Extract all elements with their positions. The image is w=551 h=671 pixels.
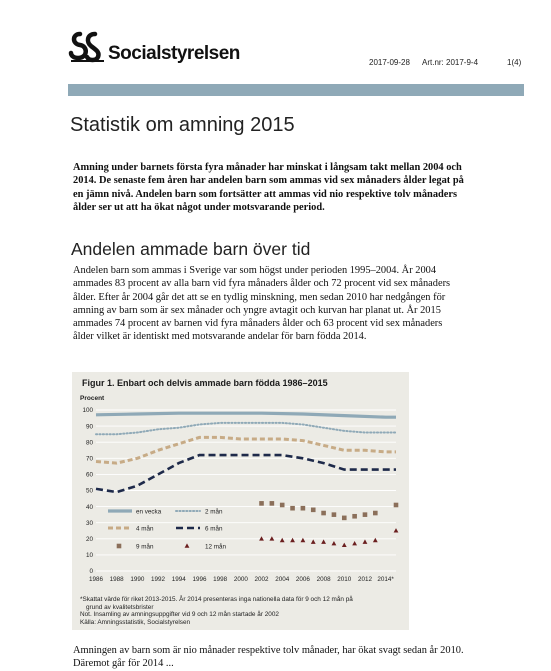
x-tick-label: 2008 (316, 576, 331, 583)
x-tick-label: 1986 (88, 576, 104, 583)
x-tick-label: 2012 (357, 576, 372, 583)
page-number: 1(4) (507, 58, 522, 67)
data-point-9-mån (259, 501, 264, 506)
x-tick-label: 2000 (233, 576, 248, 583)
data-point-12-mån (352, 541, 357, 545)
series-line-4-mån (96, 437, 396, 463)
x-tick-label: 2004 (275, 576, 290, 583)
legend-label-4-mån: 4 mån (136, 525, 154, 533)
legend-swatch-9-mån (117, 544, 122, 549)
y-tick-label: 0 (89, 568, 93, 576)
legend-swatch-12-mån (185, 543, 190, 547)
legend-label-6-mån: 6 mån (205, 525, 223, 533)
x-tick-label: 2010 (337, 576, 352, 583)
x-tick-label: 1990 (130, 576, 145, 583)
y-axis-label: Procent (80, 395, 105, 402)
x-tick-label: 1996 (192, 576, 207, 583)
y-tick-label: 40 (85, 503, 93, 511)
data-point-9-mån (363, 512, 368, 517)
x-tick-label: 2014* (377, 576, 394, 583)
legend-label-en-vecka: en vecka (136, 508, 162, 516)
brand-name: Socialstyrelsen (108, 43, 240, 64)
page-title: Statistik om amning 2015 (70, 114, 295, 136)
figure-note (80, 596, 405, 626)
x-tick-label: 1988 (109, 576, 124, 583)
data-point-9-mån (270, 501, 275, 506)
continued-paragraph: Amningen av barn som är nio månader respektive tolv månader, har ökat svagt sedan år 2010. Däremot går för 2014 ... (73, 645, 464, 670)
legend-label-9-mån: 9 mån (136, 543, 154, 551)
figure-title: Figur 1. Enbart och delvis ammade barn födda 1986–2015 (82, 378, 328, 388)
y-tick-label: 100 (82, 407, 93, 415)
figure-note-line: *Skattat värde för riket 2013-2015. År 2014 presenteras inga nationella data för 9 och 12 mån på (80, 596, 353, 603)
series-line-2-mån (96, 423, 396, 434)
data-point-9-mån (301, 506, 306, 511)
data-point-12-mån (311, 539, 316, 543)
y-tick-label: 30 (85, 519, 93, 527)
data-point-9-mån (321, 511, 326, 516)
figure-note-line: Not. Insamling av amningsuppgifter vid 9 och 12 mån startade år 2002 (80, 611, 279, 619)
y-tick-label: 20 (85, 536, 93, 543)
data-point-12-mån (342, 543, 347, 547)
intro-paragraph: Amning under barnets första fyra månader har minskat i långsam takt mellan 2004 och 2014. De senaste fem åren har andelen barn som ammas vid sex månaders ålder legat på en jämn nivå. Andelen barn som fortsätter att ammas vid nio respektive tolv månaders ålder ser ut att ha ökat något under motsvarande period. (73, 162, 464, 213)
y-tick-label: 50 (85, 487, 93, 495)
x-tick-label: 1994 (171, 576, 186, 583)
legend-label-2-mån: 2 mån (205, 508, 223, 516)
x-tick-label: 2006 (295, 576, 310, 583)
series-line-en-vecka (96, 413, 396, 417)
data-point-12-mån (321, 539, 326, 543)
section-heading: Andelen ammade barn över tid (71, 239, 311, 259)
data-point-12-mån (363, 539, 368, 543)
y-tick-label: 70 (85, 455, 93, 463)
x-tick-label: 1998 (213, 576, 228, 583)
data-point-9-mån (352, 514, 357, 519)
series-line-6-mån (96, 455, 396, 492)
figure-note-line: Källa: Amningsstatistik, Socialstyrelsen (80, 618, 191, 626)
data-point-9-mån (332, 512, 337, 517)
y-tick-label: 60 (85, 471, 93, 479)
data-point-9-mån (280, 503, 285, 508)
data-point-9-mån (311, 508, 316, 513)
data-point-9-mån (290, 506, 295, 511)
data-point-12-mån (332, 541, 337, 545)
document-date: 2017-09-28 (369, 58, 410, 67)
article-number: Art.nr: 2017-9-4 (422, 58, 479, 67)
section-paragraph: Andelen barn som ammas i Sverige var som högst under perioden 1995–2004. År 2004 ammades 83 procent av alla barn vid fyra månaders ålder och 72 procent vid sex månaders ålder. Efter år 2004 går det att se en tydlig minskning, men sedan 2010 har nedgången för amning av barn som är sex månader och yngre avtagit och kurvan har planat ut. År 2015 ammades 74 procent av barnen vid fyra månaders ålder och 63 procent vid sex månaders ålder vilket är identiskt med motsvarande andelar för barn födda 2014. (73, 265, 451, 343)
data-point-9-mån (373, 511, 378, 516)
x-tick-label: 2002 (254, 576, 269, 583)
header-divider-bar (68, 84, 524, 96)
y-tick-label: 10 (85, 552, 93, 560)
data-point-9-mån (342, 516, 347, 521)
socialstyrelsen-logo-icon (68, 30, 106, 64)
data-point-12-mån (394, 528, 399, 532)
figure-note-line: grund av kvalitetsbrister (86, 603, 154, 611)
y-tick-label: 90 (85, 423, 93, 431)
breastfeeding-line-chart (72, 388, 409, 593)
data-point-9-mån (394, 503, 399, 508)
x-tick-label: 1992 (151, 576, 166, 583)
legend-label-12-mån: 12 mån (205, 543, 227, 551)
y-tick-label: 80 (85, 439, 93, 447)
